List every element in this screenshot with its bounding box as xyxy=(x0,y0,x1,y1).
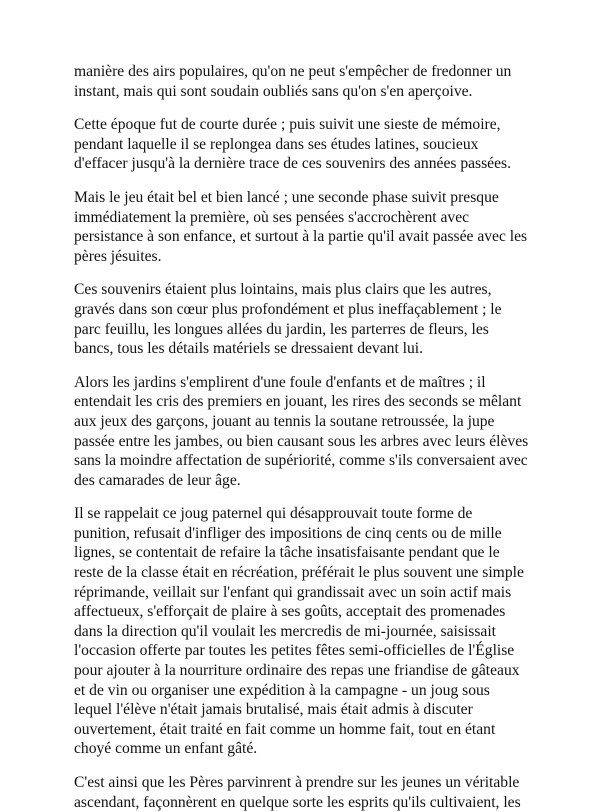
paragraph: Alors les jardins s'emplirent d'une foule d'enfants et de maîtres ; il entendait les cris des premiers en jouant, les rires des seconds se mêlant aux jeux des garçons, jouant au tennis la soutane retroussée, la jupe passée entre les jambes, ou bien causant sous les arbres avec leurs élèves sans la moindre affectation de supériorité, comme s'ils conversaient avec des camarades de leur âge. xyxy=(74,373,529,489)
paragraph: Il se rappelait ce joug paternel qui désapprouvait toute forme de punition, refusait d'infliger des impositions de cinq cents ou de mille lignes, se contentait de refaire la tâche insatisfaisante pendant que le reste de la classe était en récréation, préférait le plus souvent une simple réprimande, veillait sur l'enfant qui grandissait avec un soin actif mais affectueux, s'efforçait de plaire à ses goûts, acceptait des promenades dans la direction qu'il voulait les mercredis de mi-journée, saisissait l'occasion offerte par toutes les petites fêtes semi-officielles de l'Église pour ajouter à la nourriture ordinaire des repas une friandise de gâteaux et de vin ou organiser une expédition à la campagne - un joug sous lequel l'élève n'était jamais brutalisé, mais était admis à discuter ouvertement, était traité en fait comme un homme fait, tout en étant choyé comme un enfant gâté. xyxy=(74,505,524,758)
paragraph: C'est ainsi que les Pères parvinrent à prendre sur les jeunes un véritable ascendant, façonnèrent en quelque sorte les esprits qu'ils cultivaient, les xyxy=(74,774,521,811)
paragraph: Cette époque fut de courte durée ; puis suivit une sieste de mémoire, pendant laquelle il se replongea dans ses études latines, soucieux d'effacer jusqu'à la dernière trace de ces souvenirs des années passées. xyxy=(74,116,511,173)
paragraph: Mais le jeu était bel et bien lancé ; une seconde phase suivit presque immédiatement la première, où ses pensées s'accrochèrent avec persistance à son enfance, et surtout à la partie qu'il avait passée avec les pères jésuites. xyxy=(74,188,528,265)
paragraph: Ces souvenirs étaient plus lointains, mais plus clairs que les autres, gravés dans son cœur plus profondément et plus ineffaçablement ; le parc feuillu, les longues allées du jardin, les parterres de fleurs, les bancs, tous les détails matériels se dressaient devant lui. xyxy=(74,281,502,358)
paragraph: manière des airs populaires, qu'on ne peut s'empêcher de fredonner un instant, mais qui sont soudain oubliés sans qu'on s'en aperçoive. xyxy=(74,63,512,100)
